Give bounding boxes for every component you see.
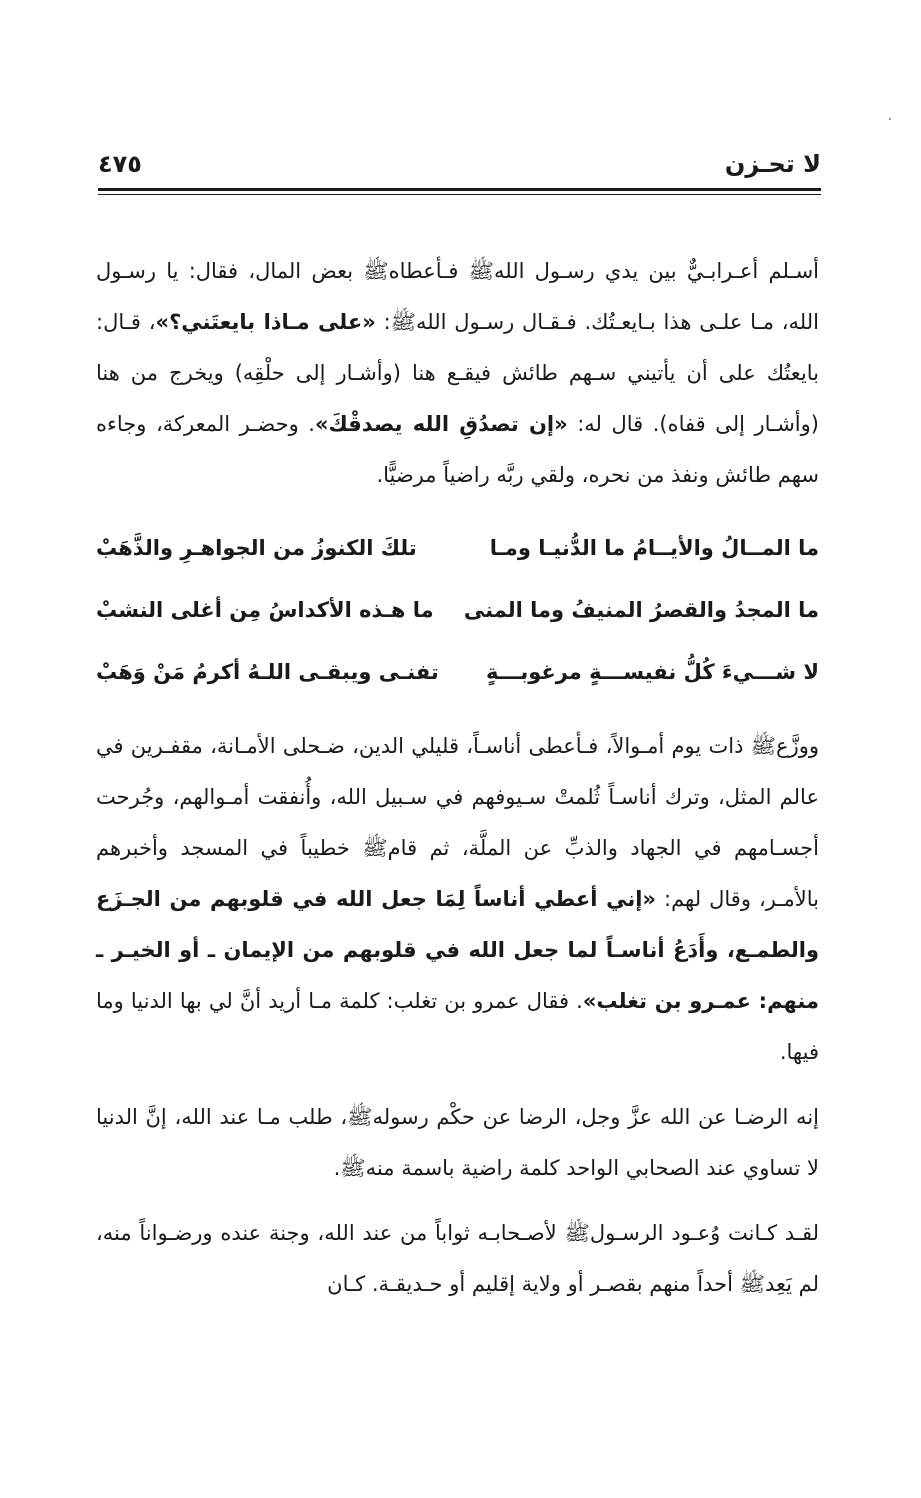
hadith-quote: «إني أعطي أناساً لِمَا جعل الله في قلوبهم من الجـزَع والطمـع، وأَدَعُ أناسـاً لما جعل الله في قلوبهم من الإيمان ـ أو الخيـر ـ منهم: عمـرو بن تغلب»	[96, 887, 819, 1013]
text-segment: أسـلم أعـرابـيٌّ بين يدي رسـول اللهﷺ فـأعطاهﷺ بعض المال، فقال: يا رسـول الله، مـا علـى هذا بـايعـتُك. فـقـال رسـول اللهﷺ:	[96, 259, 819, 334]
verse-line	[96, 517, 819, 579]
text-segment: ووزَّعﷺ ذات يوم أمـوالاً، فـأعطى أناسـاً، قليلي الدين، ضـحلى الأمـانة، مقفـرين في عالم المثل، وترك أناسـاً ثُلمتْ سـيوفهم في سـبيل الله، وأُنفقت أمـوالهم، وجُرحت أجسـامهم في الجهاد والذبِّ عن الملَّة، ثم قامﷺ خطيباً في المسجد وأخبرهم بالأمـر، وقال لهم:	[96, 734, 819, 911]
header-rule-thick	[98, 188, 821, 191]
poem-verses	[96, 517, 819, 703]
text-segment: . وحضـر المعركة، وجاءه سهم طائش ونفذ من نحره، ولقي ربَّه راضياً مرضيًّا.	[96, 412, 819, 487]
text-segment: ، قـال: بايعتُك على أن يأتيني سـهم طائش فيقـع هنا (وأشـار إلى حلْقِه) ويخرج من هنا (وأشـار إلى قفاه). قال له:	[96, 310, 819, 436]
verse-second-hemistich: ما هـذه الأكداسُ مِن أغلى النشبْ	[96, 598, 434, 622]
page-body	[96, 246, 819, 1310]
book-title: لا تحـزن	[724, 150, 821, 178]
verse-line	[96, 641, 819, 703]
text-segment: إنه الرضـا عن الله عزَّ وجل، الرضا عن حكْم رسولهﷺ، طلب مـا عند الله، إنَّ الدنيا لا تساوي عند الصحابي الواحد كلمة راضية باسمة منهﷺ.	[96, 1105, 819, 1180]
paragraph-distribution-story	[96, 721, 819, 1078]
page-number: ٤٧٥	[98, 150, 142, 178]
verse-second-hemistich: تفنـى ويبقـى اللـهُ أكرمُ مَنْ وَهَبْ	[96, 660, 439, 684]
verse-first-hemistich: لا شـــيءَ كُلُّ نفيســـةٍ مرغوبـــةٍ	[486, 660, 819, 684]
hadith-quote: «على مـاذا بايعتَني؟»	[155, 310, 376, 334]
paragraph-promises	[96, 1208, 819, 1310]
header-rule-thin	[98, 194, 821, 195]
text-segment: لقـد كـانت وُعـود الرسـولﷺ لأصـحابـه ثواباً من عند الله، وجنة عنده ورضـواناً منه، لم يَعِدﷺ أحداً منهم بقصـر أو ولاية إقليم أو حـديقـة. كـان	[96, 1221, 819, 1296]
paragraph-bedouin-story	[96, 246, 819, 501]
verse-first-hemistich: ما المجدُ والقصرُ المنيفُ وما المنى	[463, 598, 819, 622]
paragraph-contentment	[96, 1092, 819, 1194]
text-segment: . فقال عمرو بن تغلب: كلمة مـا أريد أنَّ لي بها الدنيا وما فيها.	[96, 989, 819, 1064]
hadith-quote: «إن تصدُقِ الله يصدقْكَ»	[314, 412, 568, 436]
scan-speck	[889, 118, 891, 120]
page-header	[98, 150, 821, 180]
verse-first-hemistich: ما المــالُ والأيــامُ ما الدُّنيـا ومـا	[489, 536, 819, 560]
verse-line	[96, 579, 819, 641]
verse-second-hemistich: تلكَ الكنوزُ من الجواهـرِ والذَّهَبْ	[96, 536, 417, 560]
